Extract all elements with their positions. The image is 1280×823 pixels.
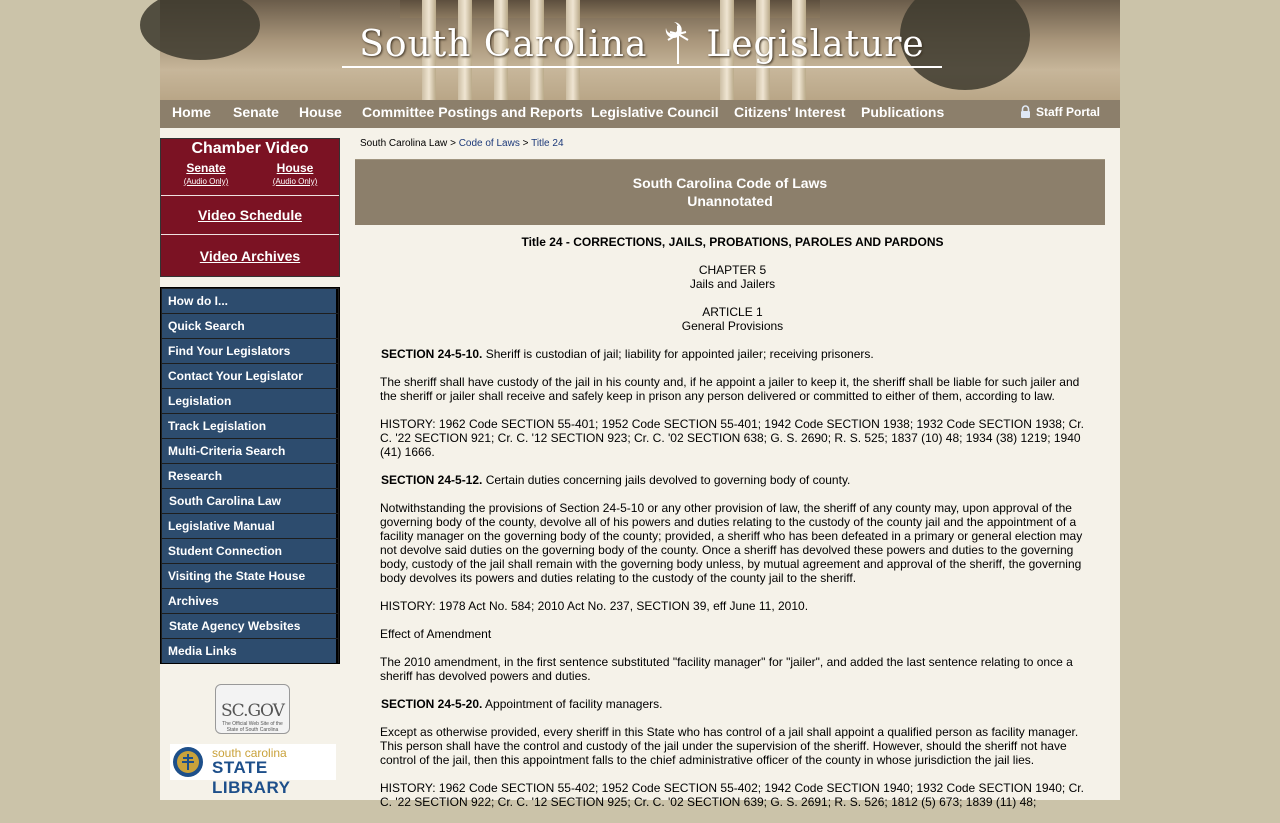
state-library-logo[interactable] [170,744,336,797]
breadcrumb-separator: > [522,138,529,149]
staff-portal-link[interactable] [1019,100,1100,128]
video-schedule-link[interactable]: Video Schedule [161,195,339,233]
site-title-right: Legislature [706,24,925,65]
video-archives-link[interactable]: Video Archives [161,234,339,277]
sidebar-item-student-connection[interactable]: Student Connection [162,539,338,563]
state-library-emblem-icon [172,746,204,778]
nav-committee-postings[interactable]: Committee Postings and Reports [362,104,583,120]
section-history: HISTORY: 1978 Act No. 584; 2010 Act No. 237, SECTION 39, eff June 11, 2010. [380,599,809,613]
sidebar-item-media-links[interactable]: Media Links [162,639,338,663]
breadcrumb-title-24[interactable]: Title 24 [531,138,564,149]
article-label: ARTICLE 1 [702,305,763,319]
palmetto-icon [660,20,690,64]
sidebar-item-multi-criteria-search[interactable]: Multi-Criteria Search [162,439,338,463]
nav-home[interactable]: Home [172,104,211,120]
sidebar-item-find-your-legislators[interactable]: Find Your Legislators [162,339,338,363]
title-heading: Title 24 - CORRECTIONS, JAILS, PROBATIONS, PAROLES AND PARDONS [521,235,944,249]
state-library-top-text: south carolina [212,746,287,760]
sidebar-item-legislation[interactable]: Legislation [162,389,338,413]
section-body: Notwithstanding the provisions of Section 24-5-10 or any other provision of law, the sheriff of any county may, upon approval of the governing body of the county, devolve all of his powers and duties relating to the custody of the county jail and the appointment of a facility manager on the governing body of the county; provided, a sheriff who has been defeated in a primary or general election may not devolve said duties on the governing body of the county. Once a sheriff has devolved these powers and duties to the governing body, custody of the jail shall remain with the governing body unless, by mutual agreement and approval of the sheriff, the governing body devolves its powers and duties relating to the custody of the county jail to the sheriff. [380,501,1083,585]
section-number: SECTION 24-5-12. [381,473,483,487]
section-number: SECTION 24-5-20. [381,697,483,711]
amendment-text: The 2010 amendment, in the first sentence substituted "facility manager" for "jailer", and added the last sentence relating to once a sheriff has devolved powers and duties. [380,655,1073,683]
sidebar-item-track-legislation[interactable]: Track Legislation [162,414,338,438]
site-title[interactable] [342,24,942,68]
senate-video-link[interactable]: Senate [186,161,226,175]
section-number: SECTION 24-5-10. [381,347,483,361]
house-video-link[interactable]: House [276,161,314,175]
nav-citizens-interest[interactable]: Citizens' Interest [734,104,846,120]
chapter-label: CHAPTER 5 [698,263,767,277]
tree-shape [140,0,260,60]
breadcrumb [360,138,564,149]
section-heading [380,697,1085,711]
scgov-logo[interactable] [215,684,290,734]
amendment-label: Effect of Amendment [380,627,492,641]
scgov-logo-text: SC.GOV [221,701,284,721]
section-title: Certain duties concerning jails devolved to governing body of county. [485,473,851,487]
sidebar-item-research[interactable]: Research [162,464,338,488]
site-banner [160,0,1120,100]
page [160,0,1120,809]
state-library-bottom-text: STATE LIBRARY [212,758,291,797]
sidebar-item-archives[interactable]: Archives [162,589,338,613]
chamber-video-box [160,138,340,277]
section-body: Except as otherwise provided, every sheriff in this State who has control of a jail shall appoint a qualified person as facility manager. This person shall have the control and custody of the jail under the supervision of the sheriff. However, should the sheriff not have control of the jail, then this appointment falls to the chief administrative officer of the county in whose jurisdiction the jail lies. [380,725,1079,767]
section-heading [380,473,1085,487]
section-heading [380,347,1085,361]
lock-icon [1019,105,1032,118]
code-of-laws-subtitle: Unannotated [687,193,773,209]
section-body: The sheriff shall have custody of the jail in his county and, if he appoint a jailer to keep it, the sheriff shall be liable for such jailer and the sheriff or jailer shall receive and safely keep in prison any person delivered or committed to either of them, according to law. [380,375,1080,403]
section-title: Appointment of facility managers. [485,697,663,711]
sidebar-item-south-carolina-law[interactable]: South Carolina Law [162,489,338,513]
sidebar-item-how-do-i[interactable]: How do I... [162,289,338,313]
section-history: HISTORY: 1962 Code SECTION 55-401; 1952 Code SECTION 55-401; 1942 Code SECTION 1938; 1932 Code SECTION 1938; Cr. C. '22 SECTION 921; Cr. C. '12 SECTION 923; Cr. C. '02 SECTION 638; G. S. 2690; R. S. 525; 1837 (10) 48; 1934 (38) 1219; 1940 (41) 1666. [380,417,1084,459]
sidebar-item-state-agency-websites[interactable]: State Agency Websites [162,614,338,638]
chapter-name: Jails and Jailers [689,277,776,291]
scgov-logo-subtitle: The Official Web Site of the State of South Carolina [222,721,283,733]
sidebar-item-visiting-the-state-house[interactable]: Visiting the State House [162,564,338,588]
code-of-laws-title: South Carolina Code of Laws [632,175,828,191]
breadcrumb-separator: > [450,138,456,149]
sidebar-item-contact-your-legislator[interactable]: Contact Your Legislator [162,364,338,388]
law-content [380,235,1085,823]
section-history: HISTORY: 1962 Code SECTION 55-402; 1952 Code SECTION 55-402; 1942 Code SECTION 1940; 1932 Code SECTION 1940; Cr. C. '22 SECTION 922; Cr. C. '12 SECTION 925; Cr. C. '02 SECTION 639; G. S. 2691; R. S. 526; 1812 (5) 673; 1839 (11) 48; [380,781,1084,809]
nav-house[interactable]: House [299,104,342,120]
section-title: Sheriff is custodian of jail; liability for appointed jailer; receiving prisoners. [485,347,874,361]
senate-audio-link[interactable]: (Audio Only) [183,177,229,186]
staff-portal-label: Staff Portal [1035,105,1100,119]
nav-publications[interactable]: Publications [861,104,945,120]
sidebar-item-quick-search[interactable]: Quick Search [162,314,338,338]
article-name: General Provisions [681,319,784,333]
top-navigation [160,100,1120,128]
site-title-left: South Carolina [359,24,648,65]
sidebar-item-legislative-manual[interactable]: Legislative Manual [162,514,338,538]
nav-legislative-council[interactable]: Legislative Council [591,104,719,120]
nav-senate[interactable]: Senate [233,104,279,120]
code-of-laws-header [355,159,1105,225]
breadcrumb-root: South Carolina Law [360,138,448,149]
house-audio-link[interactable]: (Audio Only) [272,177,318,186]
sidebar-menu [160,287,340,664]
chamber-video-title: Chamber Video [191,140,309,157]
breadcrumb-code-of-laws[interactable]: Code of Laws [458,138,520,149]
